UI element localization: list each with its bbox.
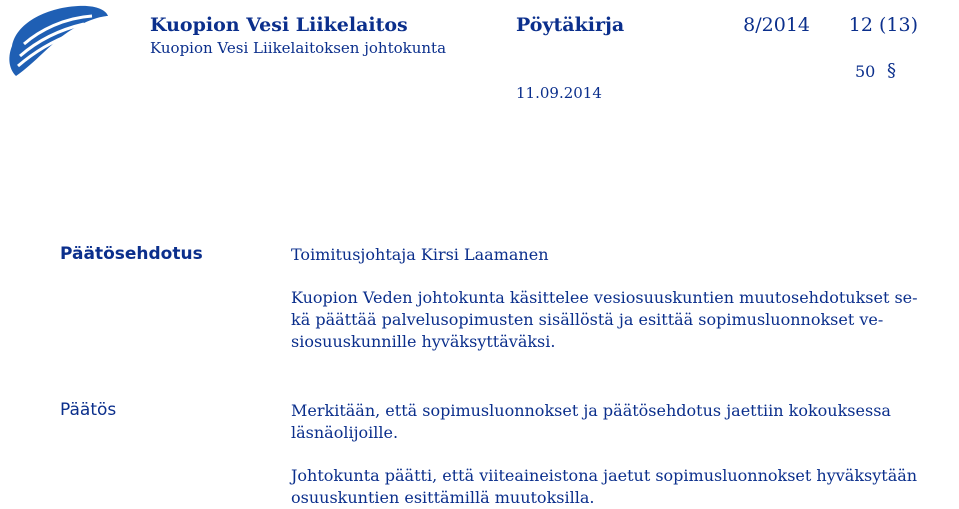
meeting-date: 11.09.2014 bbox=[516, 84, 602, 102]
org-subtitle: Kuopion Vesi Liikelaitoksen johtokunta bbox=[150, 39, 447, 57]
section-sign: § bbox=[887, 60, 896, 81]
water-drop-logo-icon bbox=[6, 4, 110, 78]
paragraph-line: läsnäolijoille. bbox=[291, 423, 399, 442]
doc-number: 8/2014 bbox=[743, 14, 810, 36]
proposal-paragraph bbox=[291, 287, 955, 353]
paragraph-line: Merkitään, että sopimusluonnokset ja päätösehdotus jaettiin kokouksessa bbox=[291, 401, 891, 420]
proposer-paragraph bbox=[291, 244, 955, 266]
paragraph-line: Kuopion Veden johtokunta käsittelee vesiosuuskuntien muutosehdotukset se- bbox=[291, 288, 918, 307]
decision-paragraph-1 bbox=[291, 400, 955, 444]
section-label-paatosehdotus: Päätösehdotus bbox=[60, 244, 203, 264]
paragraph-line: siosuuskunnille hyväksyttäväksi. bbox=[291, 332, 556, 351]
decision-paragraph-2 bbox=[291, 465, 955, 509]
section-number: 50 bbox=[855, 62, 876, 81]
page-info: 12 (13) bbox=[848, 14, 918, 36]
section-label-paatos: Päätös bbox=[60, 400, 117, 420]
paragraph-line: Johtokunta päätti, että viiteaineistona jaetut sopimusluonnokset hyväksytään bbox=[291, 466, 918, 485]
paragraph-line: osuuskuntien esittämillä muutoksilla. bbox=[291, 488, 595, 507]
doc-type: Pöytäkirja bbox=[516, 14, 625, 36]
paragraph-line: kä päättää palvelusopimusten sisällöstä ja esittää sopimusluonnokset ve- bbox=[291, 310, 884, 329]
org-title: Kuopion Vesi Liikelaitos bbox=[150, 14, 408, 36]
paragraph-line: Toimitusjohtaja Kirsi Laamanen bbox=[291, 245, 549, 264]
